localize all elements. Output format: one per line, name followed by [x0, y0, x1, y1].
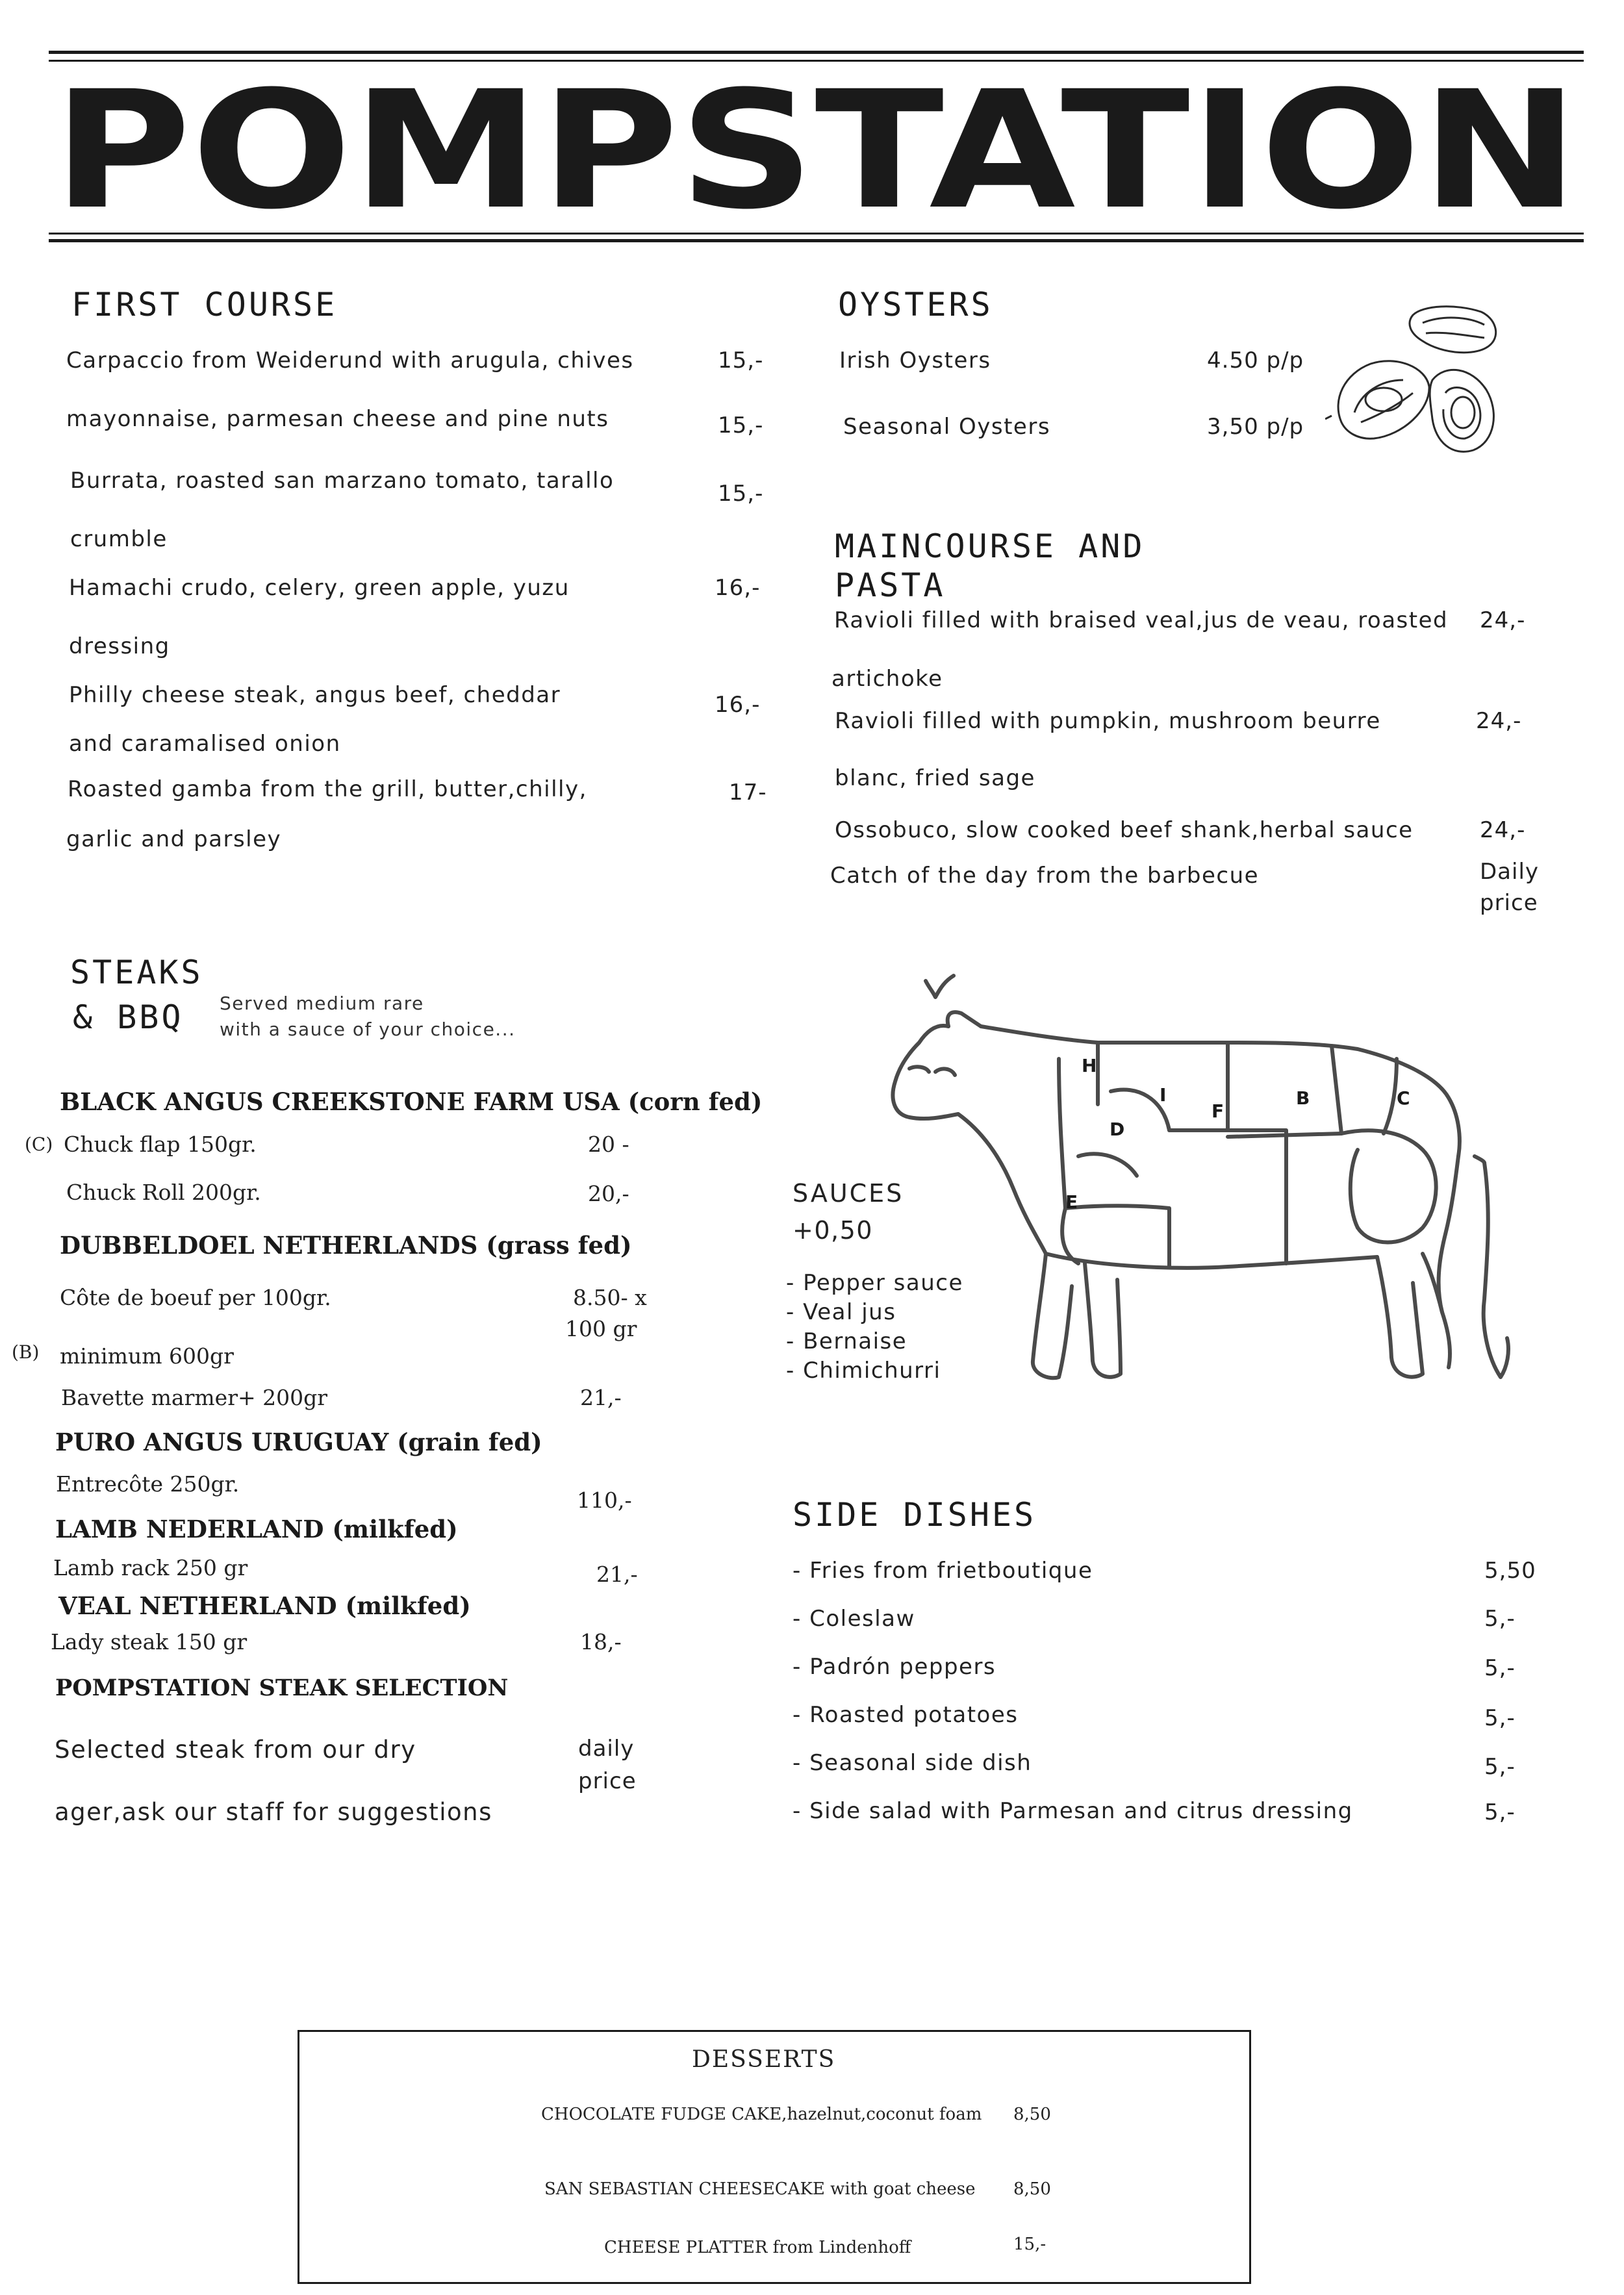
first-course-item-text: dressing	[69, 633, 170, 659]
sauces-title: SAUCES	[793, 1179, 904, 1208]
side-dish-item-text: - Coleslaw	[793, 1606, 915, 1632]
steak-item-price: 100 gr	[565, 1316, 637, 1341]
cut-label-h: H	[1082, 1055, 1097, 1076]
first-course-item-text: crumble	[70, 526, 168, 552]
steak-item-text: minimum 600gr	[60, 1343, 234, 1369]
header-top-rule-1	[49, 51, 1584, 54]
steaks-note: Served medium rare	[220, 993, 424, 1014]
main-course-item-text: Ossobuco, slow cooked beef shank,herbal sauce	[835, 817, 1414, 843]
oysters-title: OYSTERS	[838, 286, 993, 323]
beef-cuts-diagram	[864, 961, 1527, 1403]
first-course-item-price: 16,-	[715, 575, 761, 601]
steak-item-price: 110,-	[577, 1488, 632, 1513]
header-top-rule-2	[49, 60, 1584, 62]
oysters-item-text: Seasonal Oysters	[843, 414, 1051, 440]
steak-item-price: 8.50- x	[573, 1285, 647, 1310]
sauce-item: - Pepper sauce	[786, 1270, 963, 1296]
steak-item-text: Entrecôte 250gr.	[56, 1471, 240, 1497]
cut-label-i: I	[1160, 1084, 1167, 1106]
steak-category: DUBBELDOEL NETHERLANDS (grass fed)	[60, 1231, 632, 1260]
steak-item-text: Côte de boeuf per 100gr.	[60, 1285, 331, 1310]
steak-item-text: ager,ask our staff for suggestions	[55, 1798, 492, 1826]
steaks-note: with a sauce of your choice...	[220, 1019, 516, 1040]
oysters-item-price: 3,50 p/p	[1207, 414, 1304, 440]
first-course-item-price: 17-	[729, 780, 767, 805]
header-bottom-rule-1	[49, 233, 1584, 235]
cut-label-b: B	[1296, 1087, 1310, 1109]
steak-item-text: Lady steak 150 gr	[51, 1629, 247, 1655]
brand-logo	[49, 77, 1584, 233]
main-course-item-price: 24,-	[1476, 708, 1522, 734]
steak-item-price: 20 -	[588, 1132, 629, 1157]
first-course-item-text: Burrata, roasted san marzano tomato, tarallo	[70, 468, 615, 494]
first-course-item-price: 15,-	[718, 481, 764, 507]
steak-item-text: Selected steak from our dry	[55, 1736, 416, 1764]
brand-name: POMPSTATION	[53, 77, 1579, 233]
sauce-item: - Bernaise	[786, 1328, 907, 1354]
main-course-item-text: Ravioli filled with pumpkin, mushroom beurre	[835, 708, 1381, 734]
steaks-title-2: & BBQ	[73, 998, 184, 1036]
side-dish-item-text: - Seasonal side dish	[793, 1750, 1032, 1776]
steak-category: BLACK ANGUS CREEKSTONE FARM USA (corn fed)	[60, 1087, 763, 1116]
steak-item-price: 21,-	[596, 1562, 638, 1587]
cut-marker: (C)	[25, 1134, 53, 1155]
desserts-title: DESSERTS	[692, 2046, 836, 2073]
side-dish-item-text: - Padrón peppers	[793, 1654, 996, 1680]
steak-category: VEAL NETHERLAND (milkfed)	[58, 1591, 471, 1620]
side-dish-item-text: - Fries from frietboutique	[793, 1558, 1093, 1584]
main-course-item-price: 24,-	[1480, 817, 1526, 843]
steak-item-text: Lamb rack 250 gr	[53, 1555, 248, 1580]
cut-label-e: E	[1065, 1191, 1078, 1213]
dessert-item-text: SAN SEBASTIAN CHEESECAKE with goat cheese	[544, 2179, 976, 2199]
steak-item-text: Chuck Roll 200gr.	[66, 1180, 261, 1205]
first-course-item-text: and caramalised onion	[69, 731, 341, 757]
main-course-item-text: blanc, fried sage	[835, 765, 1035, 791]
main-course-item-price-daily: Daily	[1480, 859, 1540, 885]
steak-category: PURO ANGUS URUGUAY (grain fed)	[55, 1428, 542, 1456]
side-dish-item-text: - Roasted potatoes	[793, 1702, 1019, 1728]
side-dishes-title: SIDE DISHES	[793, 1496, 1037, 1534]
first-course-item-text: Hamachi crudo, celery, green apple, yuzu	[69, 575, 570, 601]
steak-item-price: price	[578, 1768, 637, 1794]
first-course-item-text: mayonnaise, parmesan cheese and pine nuts	[66, 406, 609, 432]
main-course-item-price-daily: price	[1480, 890, 1538, 916]
sauces-price: +0,50	[793, 1216, 873, 1245]
cut-label-c: C	[1397, 1087, 1410, 1109]
main-course-item-price: 24,-	[1480, 607, 1526, 633]
dessert-item-price: 8,50	[1013, 2179, 1051, 2199]
steak-category: POMPSTATION STEAK SELECTION	[55, 1675, 509, 1701]
side-dish-item-price: 5,-	[1484, 1655, 1516, 1681]
steak-item-price: 20,-	[588, 1181, 629, 1206]
side-dish-item-price: 5,-	[1484, 1754, 1516, 1780]
main-course-item-text: artichoke	[831, 666, 943, 692]
steak-item-price: 21,-	[580, 1385, 622, 1410]
first-course-title: FIRST COURSE	[71, 286, 338, 323]
oyster-illustration	[1325, 302, 1504, 458]
side-dish-item-price: 5,-	[1484, 1799, 1516, 1825]
main-course-item-text: Ravioli filled with braised veal,jus de veau, roasted	[834, 607, 1449, 633]
dessert-item-price: 8,50	[1013, 2105, 1051, 2124]
first-course-item-price: 15,-	[718, 348, 764, 374]
side-dish-item-price: 5,-	[1484, 1606, 1516, 1632]
first-course-item-price: 15,-	[718, 412, 764, 438]
oysters-item-price: 4.50 p/p	[1207, 348, 1304, 374]
first-course-item-text: garlic and parsley	[66, 826, 282, 852]
steak-item-price: daily	[578, 1736, 635, 1762]
first-course-item-text: Philly cheese steak, angus beef, cheddar	[69, 682, 561, 708]
steak-item-price: 18,-	[580, 1629, 622, 1655]
main-course-title-2: PASTA	[835, 566, 946, 604]
cut-label-d: D	[1110, 1119, 1125, 1140]
oysters-item-text: Irish Oysters	[839, 348, 991, 374]
cut-marker: (B)	[12, 1341, 40, 1363]
first-course-item-price: 16,-	[715, 692, 761, 718]
sauce-item: - Veal jus	[786, 1299, 896, 1325]
first-course-item-text: Roasted gamba from the grill, butter,chilly,	[68, 776, 587, 802]
steak-item-text: Bavette marmer+ 200gr	[61, 1385, 328, 1410]
side-dish-item-price: 5,-	[1484, 1705, 1516, 1731]
header-bottom-rule-2	[49, 239, 1584, 242]
cut-label-f: F	[1212, 1100, 1224, 1122]
steaks-title-1: STEAKS	[70, 954, 203, 991]
first-course-item-text: Carpaccio from Weiderund with arugula, chives	[66, 348, 634, 374]
steak-item-text: Chuck flap 150gr.	[64, 1132, 257, 1157]
side-dish-item-price: 5,50	[1484, 1558, 1536, 1584]
sauce-item: - Chimichurri	[786, 1358, 941, 1384]
main-course-title-1: MAINCOURSE AND	[835, 527, 1145, 565]
main-course-item-text: Catch of the day from the barbecue	[830, 863, 1260, 889]
side-dish-item-text: - Side salad with Parmesan and citrus dressing	[793, 1798, 1353, 1824]
dessert-item-text: CHEESE PLATTER from Lindenhoff	[604, 2238, 911, 2257]
dessert-item-price: 15,-	[1013, 2235, 1047, 2254]
dessert-item-text: CHOCOLATE FUDGE CAKE,hazelnut,coconut foam	[541, 2105, 982, 2124]
steak-category: LAMB NEDERLAND (milkfed)	[55, 1515, 458, 1543]
